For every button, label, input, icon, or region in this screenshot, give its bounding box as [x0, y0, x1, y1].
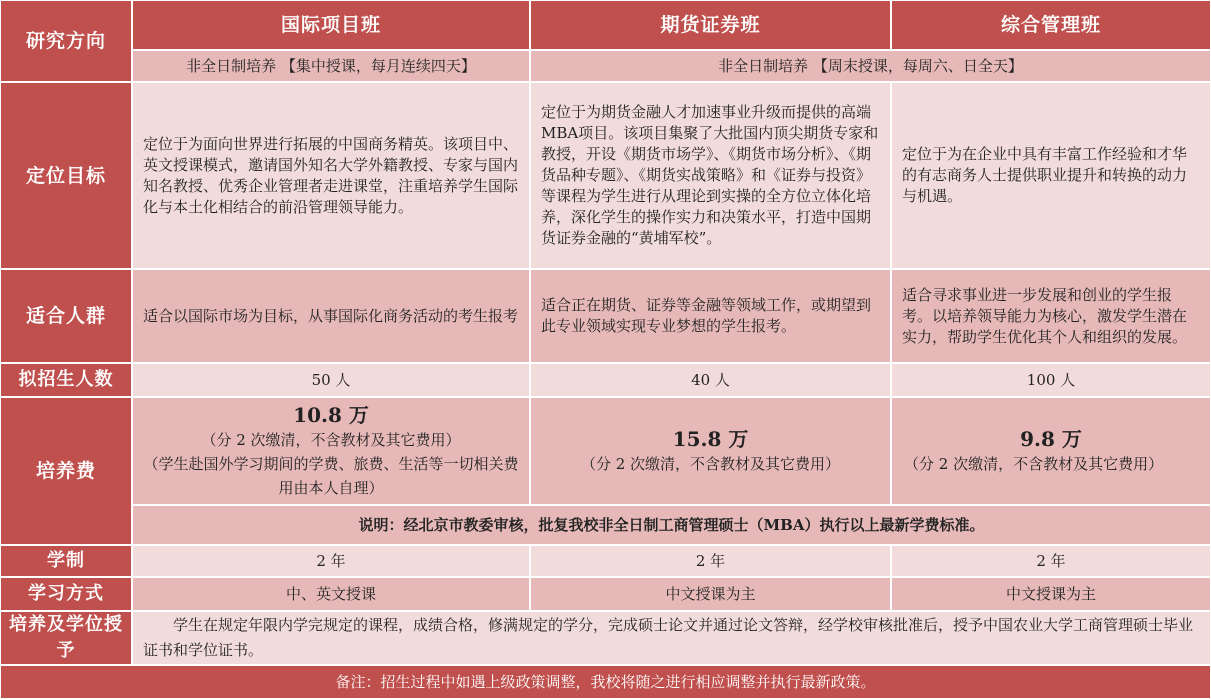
fee-international-extra: （学生赴国外学习期间的学费、旅费、生活等一切相关费用由本人自理） [143, 455, 519, 497]
enrollment-futures: 40 人 [531, 364, 890, 396]
duration-label: 学制 [1, 546, 131, 576]
positioning-futures: 定位于为期货金融人才加速事业升级而提供的高端MBA项目。该项目集聚了大批国内顶尖期货专家和教授，开设《期货市场学》、《期货市场分析》、《期货品种专题》、《期货实战策略》和《证券与投资》等课程为学生进行从理论到实操的全方位立体化培养，深化学生的操作实力和决策水平，打造中国期货证券金融的“黄埔军校”。 [531, 83, 890, 268]
fee-explanation: 说明：经北京市教委审核，批复我校非全日制工商管理硕士（MBA）执行以上最新学费标准。 [133, 506, 1210, 544]
positioning-management: 定位于为在企业中具有丰富工作经验和才华的有志商务人士提供职业提升和转换的动力与机遇。 [892, 83, 1210, 268]
mode-international: 非全日制培养 【集中授课，每月连续四天】 [133, 51, 529, 81]
duration-international: 2 年 [133, 546, 529, 576]
fee-label: 培养费 [1, 398, 131, 544]
fee-futures-amount: 15.8 万 [672, 427, 749, 451]
degree-text-content: 学生在规定年限内学完规定的课程，成绩合格，修满规定的学分，完成硕士论文并通过论文答辩，经学校审核批准后，授予中国农业大学工商管理硕士毕业证书和学位证书。 [143, 616, 1194, 659]
mode-weekend: 非全日制培养 【周末授课，每周六、日全天】 [531, 51, 1210, 81]
fee-management [892, 398, 1210, 504]
fee-management-note: （分 2 次缴清，不含教材及其它费用） [904, 455, 1164, 473]
degree-label-text: 培养及学位授予 [9, 614, 123, 661]
audience-label: 适合人群 [1, 270, 131, 362]
duration-futures: 2 年 [531, 546, 890, 576]
degree-text [133, 612, 1210, 664]
positioning-international: 定位于为面向世界进行拓展的中国商务精英。该项目中、英文授课模式，邀请国外知名大学外籍教授、专家与国内知名教授、优秀企业管理者走进课堂，注重培养学生国际化与本土化相结合的前沿管理领导能力。 [133, 83, 529, 268]
audience-management: 适合寻求事业进一步发展和创业的学生报考。以培养领导能力为核心，激发学生潜在实力，帮助学生优化其个人和组织的发展。 [892, 270, 1210, 362]
fee-international-amount: 10.8 万 [293, 403, 369, 427]
header-futures: 期货证券班 [531, 1, 890, 49]
header-management: 综合管理班 [892, 1, 1210, 49]
study-mode-label: 学习方式 [1, 578, 131, 610]
study-mode-international: 中、英文授课 [133, 578, 529, 610]
audience-futures: 适合正在期货、证券等金融等领域工作，或期望到此专业领域实现专业梦想的学生报考。 [531, 270, 890, 362]
footer-note: 备注：招生过程中如遇上级政策调整，我校将随之进行相应调整并执行最新政策。 [1, 666, 1210, 698]
positioning-label: 定位目标 [1, 83, 131, 268]
duration-management: 2 年 [892, 546, 1210, 576]
header-international: 国际项目班 [133, 1, 529, 49]
degree-label [1, 612, 131, 664]
enrollment-international: 50 人 [133, 364, 529, 396]
fee-futures-note: （分 2 次缴清，不含教材及其它费用） [580, 455, 841, 473]
enrollment-label: 拟招生人数 [1, 364, 131, 396]
fee-management-amount: 9.8 万 [1020, 427, 1082, 451]
study-mode-futures: 中文授课为主 [531, 578, 890, 610]
header-corner: 研究方向 [1, 1, 131, 81]
study-mode-management: 中文授课为主 [892, 578, 1210, 610]
audience-international: 适合以国际市场为目标，从事国际化商务活动的考生报考 [133, 270, 529, 362]
fee-international [133, 398, 529, 504]
enrollment-management: 100 人 [892, 364, 1210, 396]
fee-futures [531, 398, 890, 504]
fee-international-note: （分 2 次缴清，不含教材及其它费用） [201, 431, 461, 449]
